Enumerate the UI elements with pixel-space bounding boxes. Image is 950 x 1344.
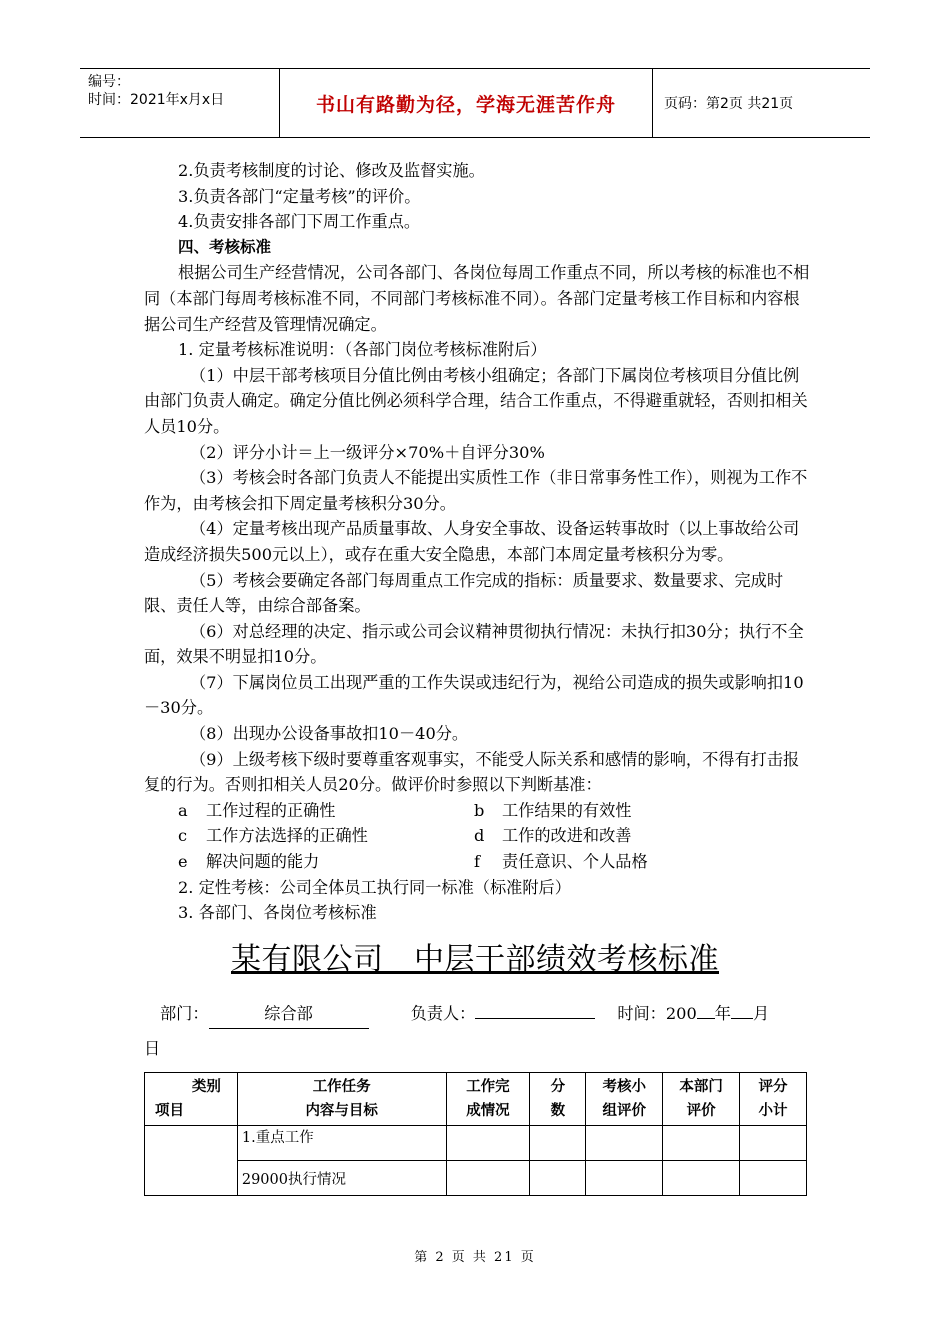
header-line: 内容与目标 (305, 1103, 378, 1119)
table-cell (446, 1126, 530, 1161)
rule-7: （7）下属岗位员工出现严重的工作失误或违纪行为，视给公司造成的损失或影响扣10－30分。 (144, 672, 804, 718)
corner-bottom-label: 项目 (155, 1103, 184, 1119)
evaluation-table (144, 1072, 807, 1196)
time-label: 时间：2021年x月x日 (88, 92, 225, 108)
header-line: 分 (550, 1079, 566, 1095)
rule-8: （8）出现办公设备事故扣10－40分。 (190, 724, 469, 744)
time-field-label: 时间：200 (617, 1004, 697, 1023)
rule-2: （2）评分小计＝上一级评分×70%＋自评分30% (190, 442, 545, 462)
duty-line-3: 3.负责各部门“定量考核”的评价。 (178, 186, 421, 206)
category-cell (145, 1126, 238, 1196)
header-slogan: 书山有路勤为径，学海无涯苦作舟 (280, 69, 653, 137)
criteria-key: f (474, 852, 480, 872)
rule-1: （1）中层干部考核项目分值比例由考核小组确定；各部门下属岗位考核项目分值比例由部门负责人确定。确定分值比例必须科学合理，结合工作重点，不得避重就轻，否则扣相关人员10分。 (144, 365, 808, 436)
table-cell (586, 1161, 663, 1196)
rule-5: （5）考核会要确定各部门每周重点工作完成的指标：质量要求、数量要求、完成时限、责任人等，由综合部备案。 (144, 570, 784, 616)
rule-6: （6）对总经理的决定、指示或公司会议精神贯彻执行情况：未执行扣30分；执行不全面，效果不明显扣10分。 (144, 621, 804, 667)
form-meta (144, 1000, 812, 1063)
table-cell (530, 1126, 586, 1161)
header-cell (586, 1073, 663, 1126)
month-label: 月 (752, 1004, 770, 1023)
criteria-text: 解决问题的能力 (206, 852, 320, 872)
table-cell (446, 1161, 530, 1196)
header-cell (740, 1073, 807, 1126)
header-line: 工作任务 (312, 1079, 371, 1095)
table-cell (740, 1126, 807, 1161)
table-cell (663, 1161, 740, 1196)
table-row (145, 1161, 807, 1196)
task-cell: 1.重点工作 (237, 1126, 446, 1161)
criteria-key: b (474, 800, 485, 820)
table-cell (740, 1161, 807, 1196)
criteria-text: 工作过程的正确性 (206, 800, 336, 820)
criteria-row (144, 798, 812, 824)
criteria-row (144, 849, 812, 875)
task-cell: 29000执行情况 (237, 1161, 446, 1196)
header-line: 数 (550, 1103, 566, 1119)
duty-line-4: 4.负责安排各部门下周工作重点。 (178, 212, 421, 232)
table-cell (530, 1161, 586, 1196)
criteria-key: a (178, 800, 188, 820)
criteria-text: 责任意识、个人品格 (502, 852, 648, 872)
day-label: 日 (144, 1039, 161, 1058)
number-label: 编号： (88, 74, 130, 90)
header-cell (446, 1073, 530, 1126)
criteria-key: d (474, 826, 485, 846)
header-cell (237, 1073, 446, 1126)
criteria-text: 工作方法选择的正确性 (206, 826, 368, 846)
dept-label: 部门： (160, 1004, 209, 1023)
criteria-text: 工作结果的有效性 (502, 800, 632, 820)
item-3-heading: 3. 各部门、各岗位考核标准 (178, 903, 377, 923)
section-heading: 四、考核标准 (178, 237, 272, 256)
year-blank (697, 1018, 715, 1019)
criteria-row (144, 823, 812, 849)
page-header (80, 68, 870, 138)
criteria-text: 工作的改进和改善 (502, 826, 632, 846)
rule-3: （3）考核会时各部门负责人不能提出实质性工作（非日常事务性工作），则视为工作不作为，由考核会扣下周定量考核积分30分。 (144, 468, 808, 513)
document-body (144, 158, 812, 926)
item-2-heading: 2. 定性考核：公司全体员工执行同一标准（标准附后） (178, 877, 571, 897)
header-line: 工作完 (466, 1079, 510, 1095)
owner-field (475, 1018, 595, 1019)
header-line: 评价 (686, 1103, 716, 1119)
form-title: 某有限公司 中层干部绩效考核标准 (231, 942, 719, 977)
header-line: 评分 (758, 1079, 788, 1095)
dept-field: 综合部 (209, 1000, 369, 1029)
intro-paragraph: 根据公司生产经营情况，公司各部门、各岗位每周工作重点不同，所以考核的标准也不相同（本部门每周考核标准不同，不同部门考核标准不同）。各部门定量考核工作目标和内容根据公司生产经营及管理情况确定。 (144, 263, 810, 334)
table-cell (586, 1126, 663, 1161)
header-line: 小计 (758, 1103, 788, 1119)
duty-line-2: 2.负责考核制度的讨论、修改及监督实施。 (178, 161, 485, 180)
page-number-label: 页码：第2页 共21页 (664, 96, 794, 112)
year-label: 年 (714, 1004, 731, 1023)
header-line: 考核小 (602, 1079, 646, 1095)
corner-top-label: 类别 (191, 1079, 221, 1095)
criteria-key: e (178, 852, 188, 872)
rule-9: （9）上级考核下级时要尊重客观事实，不能受人际关系和感情的影响，不得有打击报复的行为。否则扣相关人员20分。做评价时参照以下判断基准： (144, 749, 800, 795)
month-blank (731, 1018, 753, 1019)
page-footer: 第 2 页 共 21 页 (414, 1250, 536, 1265)
header-line: 组评价 (602, 1103, 646, 1119)
owner-label: 负责人： (410, 1004, 476, 1023)
criteria-key: c (178, 826, 188, 846)
header-cell (530, 1073, 586, 1126)
corner-header (145, 1073, 238, 1126)
header-line: 成情况 (466, 1103, 510, 1119)
item-1-heading: 1. 定量考核标准说明：（各部门岗位考核标准附后） (178, 340, 547, 360)
header-line: 本部门 (679, 1079, 723, 1095)
rule-4: （4）定量考核出现产品质量事故、人身安全事故、设备运转事故时（以上事故给公司造成经济损失500元以上），或存在重大安全隐患，本部门本周定量考核积分为零。 (144, 519, 800, 564)
table-row (145, 1126, 807, 1161)
header-meta (80, 69, 280, 137)
header-cell (663, 1073, 740, 1126)
table-header-row (145, 1073, 807, 1126)
table-cell (663, 1126, 740, 1161)
